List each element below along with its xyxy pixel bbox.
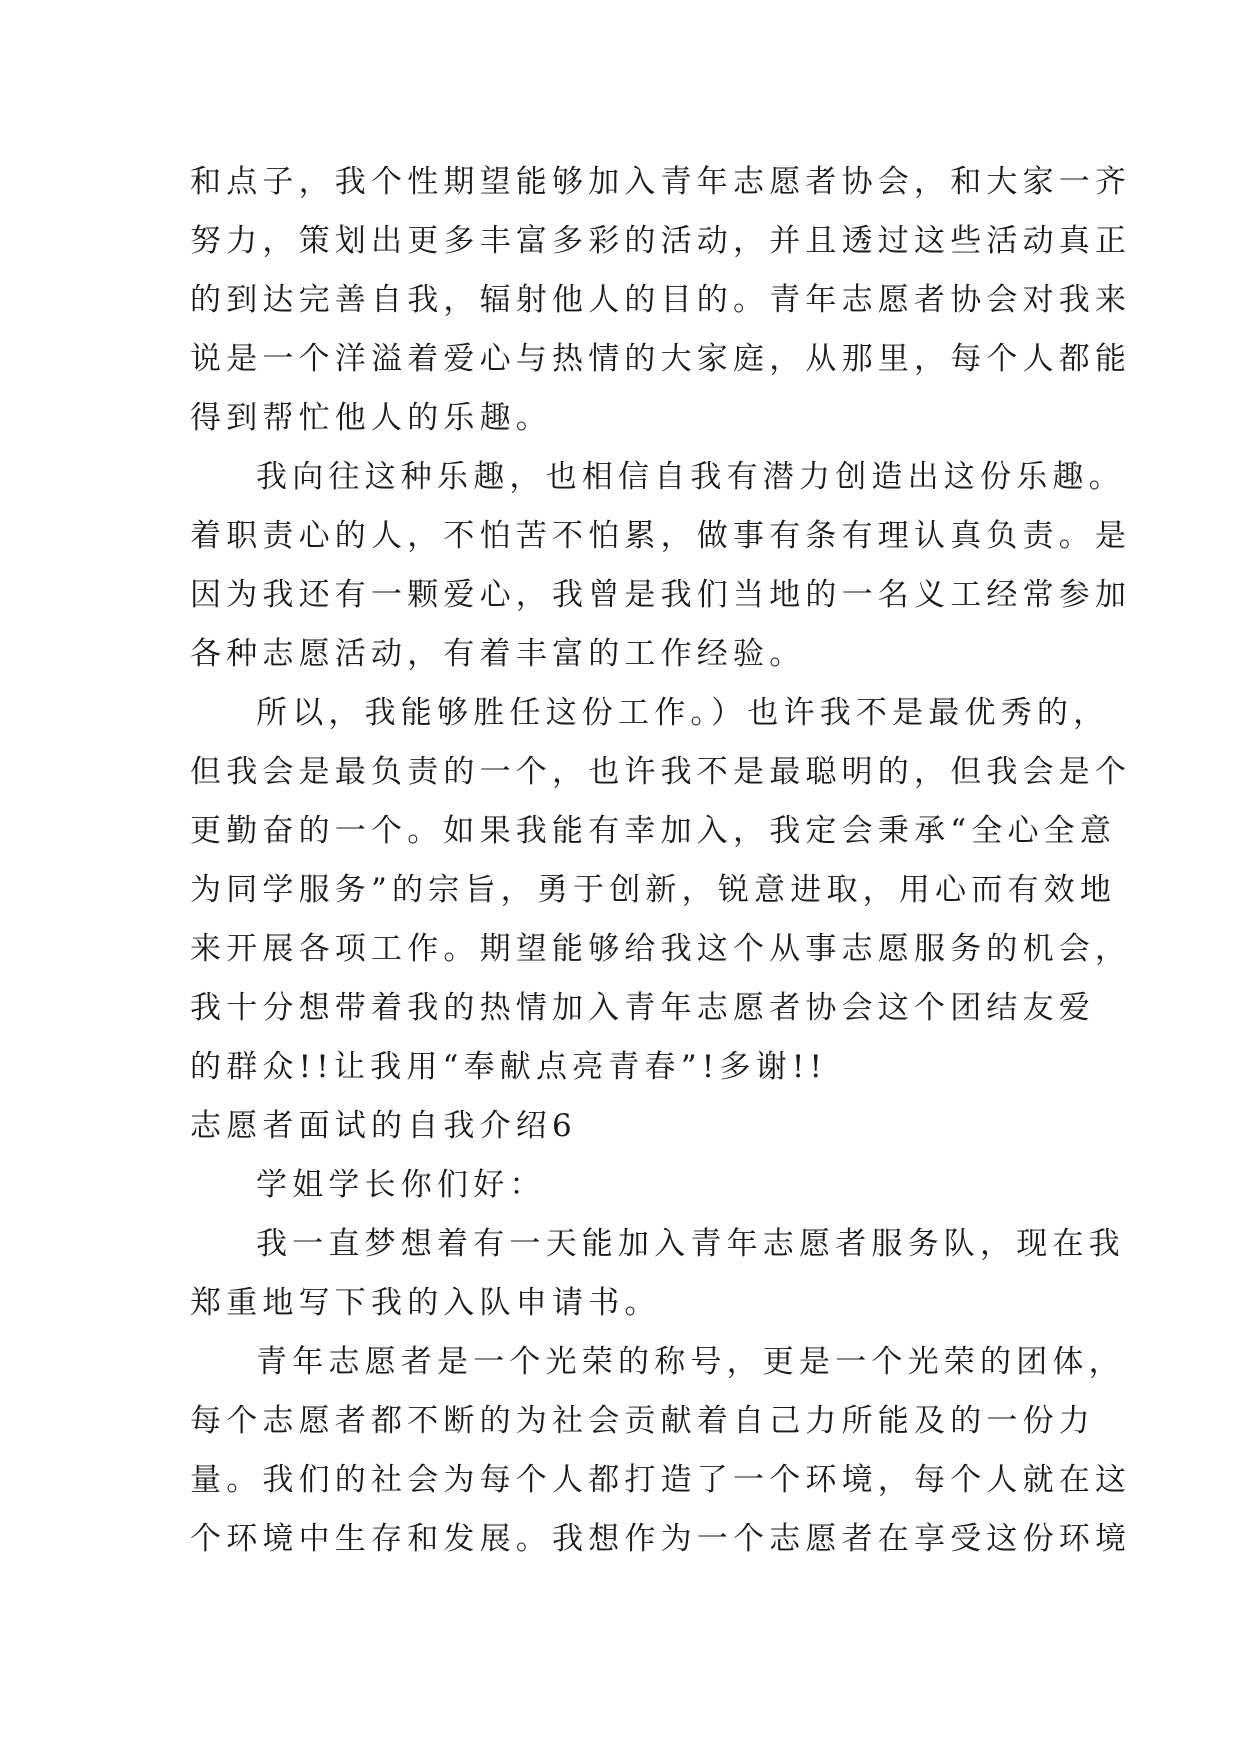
paragraph-start-line: 所以，我能够胜任这份工作。）也许我不是最优秀的， — [256, 695, 1110, 731]
text-line: 和点子，我个性期望能够加入青年志愿者协会，和大家一齐 — [190, 164, 1132, 200]
text-line: 每个志愿者都不断的为社会贡献着自己力所能及的一份力 — [190, 1403, 1095, 1439]
document-body — [190, 153, 1132, 1569]
text-line: 的到达完善自我，辐射他人的目的。青年志愿者协会对我来 — [190, 282, 1132, 318]
text-line: 个环境中生存和发展。我想作为一个志愿者在享受这份环境 — [190, 1521, 1132, 1557]
salutation-line: 学姐学长你们好： — [256, 1167, 546, 1203]
text-line: 量。我们的社会为每个人都打造了一个环境，每个人就在这 — [190, 1462, 1132, 1498]
paragraph-start-line: 青年志愿者是一个光荣的称号，更是一个光荣的团体， — [256, 1344, 1125, 1380]
text-line: 说是一个洋溢着爱心与热情的大家庭，从那里，每个人都能 — [190, 341, 1132, 377]
text-line: 得到帮忙他人的乐趣。 — [190, 400, 552, 436]
text-line: 着职责心的人，不怕苦不怕累，做事有条有理认真负责。是 — [190, 518, 1132, 554]
text-line: 努力，策划出更多丰富多彩的活动，并且透过这些活动真正 — [190, 223, 1132, 259]
section-heading: 志愿者面试的自我介绍6 — [190, 1108, 577, 1144]
text-line: 各种志愿活动，有着丰富的工作经验。 — [190, 636, 806, 672]
text-line: 郑重地写下我的入队申请书。 — [190, 1285, 661, 1321]
text-line: 但我会是最负责的一个，也许我不是最聪明的，但我会是个 — [190, 754, 1132, 790]
text-line: 更勤奋的一个。如果我能有幸加入，我定会秉承“全心全意 — [190, 813, 1117, 849]
text-line: 来开展各项工作。期望能够给我这个从事志愿服务的机会， — [190, 931, 1132, 967]
text-line: 因为我还有一颗爱心，我曾是我们当地的一名义工经常参加 — [190, 577, 1132, 613]
text-line: 为同学服务”的宗旨，勇于创新，锐意进取，用心而有效地 — [190, 872, 1117, 908]
text-line: 的群众!!让我用“奉献点亮青春”!多谢!! — [190, 1049, 828, 1085]
paragraph-start-line: 我一直梦想着有一天能加入青年志愿者服务队，现在我 — [256, 1226, 1125, 1262]
paragraph-start-line: 我向往这种乐趣，也相信自我有潜力创造出这份乐趣。 — [256, 459, 1125, 495]
text-line: 我十分想带着我的热情加入青年志愿者协会这个团结友爱 — [190, 990, 1095, 1026]
